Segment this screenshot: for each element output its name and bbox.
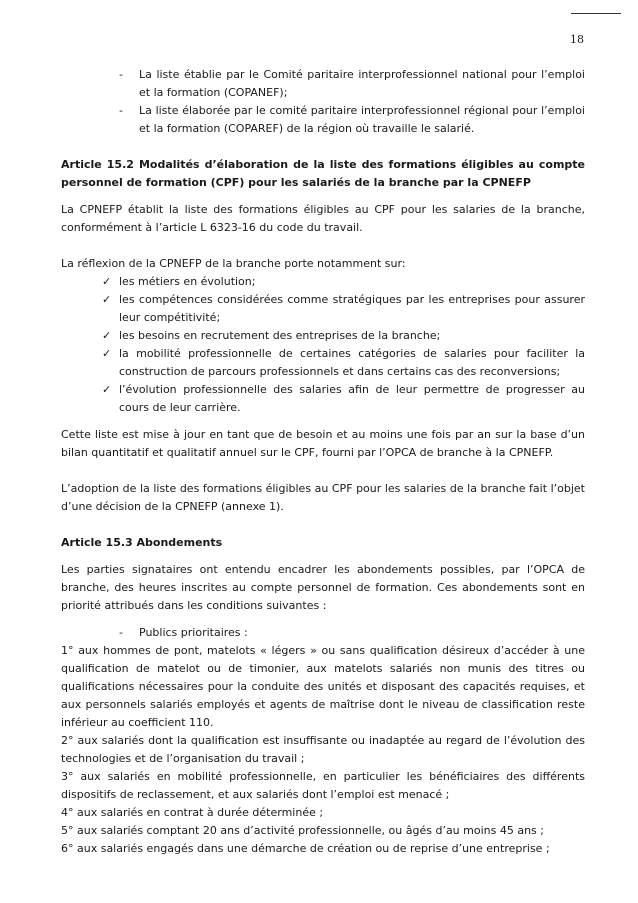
public-item: 1° aux hommes de pont, matelots « légers » ou sans qualification désireux d’accéder à une qualification de matelot ou de timonier, aux matelots salariés non munis des titres ou qualifications nécessaires pour la conduite des unités et disposant des capacités requises, et aux personnels salariés employés et agents de maîtrise dont le niveau de classification reste inférieur au coefficient 110. <box>61 644 585 729</box>
article-15-2-title: Article 15.2 Modalités d’élaboration de la liste des formations éligibles au compte personnel de formation (CPF) pour les salariés de la branche par la CPNEFP <box>61 158 585 189</box>
intro-list <box>61 66 585 138</box>
public-item: 3° aux salariés en mobilité professionnelle, en particulier les bénéficiaires des différents dispositifs de reclassement, et aux salariés dont l’emploi est menacé ; <box>61 770 585 801</box>
reflection-list <box>61 273 585 417</box>
article-15-2-paragraph-4: L’adoption de la liste des formations éligibles au CPF pour les salaries de la branche fait l’objet d’une décision de la CPNEFP (annexe 1). <box>61 482 585 513</box>
public-item: 2° aux salariés dont la qualification est insuffisante ou inadaptée au regard de l’évolution des technologies et de l’organisation du travail ; <box>61 734 585 765</box>
publics-heading-list <box>61 624 585 642</box>
checkmark-icon: ✓ <box>102 329 112 342</box>
header-rule <box>571 13 621 14</box>
list-item: - La liste élaborée par le comité paritaire interprofessionnel régional pour l’emploi et la formation (COPAREF) de la région où travaille le salarié. <box>61 102 585 138</box>
list-item: ✓ l’évolution professionnelle des salaries afin de leur permettre de progresser au cours de leur carrière. <box>102 383 585 414</box>
article-15-3-paragraph-1: Les parties signataires ont entendu encadrer les abondements possibles, par l’OPCA de branche, des heures inscrites au compte personnel de formation. Ces abondements sont en priorité attribués dans les conditions suivantes : <box>61 563 585 612</box>
list-item: ✓ les compétences considérées comme stratégiques par les entreprises pour assurer leur compétitivité; <box>102 293 585 324</box>
article-15-2-intro: La réflexion de la CPNEFP de la branche porte notamment sur: <box>61 257 406 270</box>
list-item: ✓ les métiers en évolution; <box>61 273 585 291</box>
public-item: 4° aux salariés en contrat à durée déterminée ; <box>61 806 324 819</box>
checkmark-icon: ✓ <box>102 347 112 360</box>
article-15-2-paragraph-1: La CPNEFP établit la liste des formations éligibles au CPF pour les salaries de la branche, conformément à l’article L 6323-16 du code du travail. <box>61 203 585 234</box>
document-body <box>61 66 585 858</box>
public-item: 5° aux salariés comptant 20 ans d’activité professionnelle, ou âgés d’au moins 45 ans ; <box>61 824 544 837</box>
checkmark-icon: ✓ <box>102 293 112 306</box>
list-item: ✓ la mobilité professionnelle de certaines catégories de salaries pour faciliter la construction de parcours professionnels et dans certains cas des reconversions; <box>102 347 585 378</box>
list-item: ✓ les besoins en recrutement des entreprises de la branche; <box>61 327 585 345</box>
checkmark-icon: ✓ <box>102 275 112 288</box>
publics-subheading: - Publics prioritaires : <box>61 624 585 642</box>
article-15-3-title: Article 15.3 Abondements <box>61 536 223 549</box>
public-item: 6° aux salariés engagés dans une démarche de création ou de reprise d’une entreprise ; <box>61 842 550 855</box>
article-15-2-paragraph-3: Cette liste est mise à jour en tant que de besoin et au moins une fois par an sur la base d’un bilan quantitatif et qualitatif annuel sur le CPF, fourni par l’OPCA de branche à la CPNEFP. <box>61 428 585 459</box>
page-number: 18 <box>570 33 584 46</box>
checkmark-icon: ✓ <box>102 383 112 396</box>
list-item: - La liste établie par le Comité paritaire interprofessionnel national pour l’emploi et la formation (COPANEF); <box>61 66 585 102</box>
